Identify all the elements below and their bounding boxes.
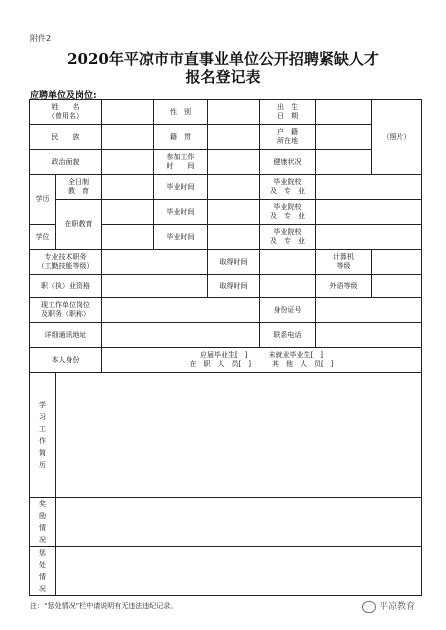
grad-school-label-2: 毕业院校 及 专 业 <box>260 200 316 225</box>
wechat-icon <box>362 601 376 613</box>
fulltime-label: 全日制 教 育 <box>56 175 102 200</box>
degree-label: 学位 <box>30 225 56 250</box>
resume-value[interactable] <box>56 373 422 498</box>
resume-label: 学习工作简历 <box>30 373 56 498</box>
grad-time-label-3: 毕业时间 <box>154 225 208 250</box>
brand-name: 平凉教育 <box>379 602 416 612</box>
political-value[interactable] <box>102 150 154 175</box>
obtain-time-label-1: 取得时间 <box>208 250 260 275</box>
grad-school-value-2[interactable] <box>316 200 422 225</box>
native-value[interactable] <box>208 125 260 150</box>
attachment-label: 附件2 <box>30 34 52 43</box>
ethnicity-label: 民 族 <box>30 125 102 150</box>
current-job-label: 现工作单位岗位 及职务（职称） <box>30 298 102 323</box>
work-time-value[interactable] <box>208 150 260 175</box>
ethnicity-value[interactable] <box>102 125 154 150</box>
political-label: 政治面貌 <box>30 150 102 175</box>
edu-label: 学历 <box>30 175 56 225</box>
registration-form-table <box>29 99 422 596</box>
grad-time-label-2: 毕业时间 <box>154 200 208 225</box>
gender-value[interactable] <box>208 100 260 125</box>
punish-value[interactable] <box>56 547 422 596</box>
foreign-label: 外语等级 <box>316 275 372 298</box>
hukou-label: 户 籍 所在地 <box>260 125 316 150</box>
brand-watermark <box>362 599 415 613</box>
position-label: 应聘单位及岗位: <box>30 91 97 101</box>
form-title: 2020年平凉市市直事业单位公开招聘紧缺人才 <box>67 50 379 68</box>
gender-label: 性 别 <box>154 100 208 125</box>
inservice-label: 在职教育 <box>56 200 102 250</box>
address-label: 详细通讯地址 <box>30 323 102 348</box>
obtain-time-value-1[interactable] <box>260 250 316 275</box>
native-label: 籍 贯 <box>154 125 208 150</box>
grad-time-value-1[interactable] <box>208 175 260 200</box>
health-value[interactable] <box>316 150 372 175</box>
grad-school-label-1: 毕业院校 及 专 业 <box>260 175 316 200</box>
inservice-value-2[interactable] <box>102 225 154 250</box>
computer-value[interactable] <box>372 250 422 275</box>
footer-note: 注：“惩处情况”栏中请说明有无违法违纪记录。 <box>30 602 178 610</box>
title-prof-label: 专业技术职务 （工勤技能等级） <box>30 250 102 275</box>
work-time-label: 参加工作 时 间 <box>154 150 208 175</box>
grad-school-value-1[interactable] <box>316 175 422 200</box>
rewards-value[interactable] <box>56 498 422 547</box>
grad-time-label-1: 毕业时间 <box>154 175 208 200</box>
computer-label: 计算机 等级 <box>316 250 372 275</box>
phone-value[interactable] <box>316 323 422 348</box>
identity-label: 本人身份 <box>30 348 102 373</box>
hukou-value[interactable] <box>316 125 372 150</box>
form-subtitle: 报名登记表 <box>185 68 261 86</box>
foreign-value[interactable] <box>372 275 422 298</box>
current-job-value[interactable] <box>102 298 260 323</box>
rewards-label: 奖励情况 <box>30 498 56 547</box>
grad-school-label-3: 毕业院校 及 专 业 <box>260 225 316 250</box>
birth-value[interactable] <box>316 100 372 125</box>
fulltime-value[interactable] <box>102 175 154 200</box>
id-value[interactable] <box>316 298 422 323</box>
grad-time-value-2[interactable] <box>208 200 260 225</box>
photo-box: （照片） <box>372 100 422 175</box>
birth-label: 出 生 日 期 <box>260 100 316 125</box>
qualification-value[interactable] <box>102 275 208 298</box>
grad-school-value-3[interactable] <box>316 225 422 250</box>
obtain-time-value-2[interactable] <box>260 275 316 298</box>
punish-label: 惩处情况 <box>30 547 56 596</box>
name-value[interactable] <box>102 100 154 125</box>
health-label: 健康状况 <box>260 150 316 175</box>
phone-label: 联系电话 <box>260 323 316 348</box>
inservice-value-1[interactable] <box>102 200 154 225</box>
title-prof-value[interactable] <box>102 250 208 275</box>
grad-time-value-3[interactable] <box>208 225 260 250</box>
obtain-time-label-2: 取得时间 <box>208 275 260 298</box>
qualification-label: 职（执）业资格 <box>30 275 102 298</box>
id-label: 身份证号 <box>260 298 316 323</box>
name-label: 姓 名 （曾用名） <box>30 100 102 125</box>
address-value[interactable] <box>102 323 260 348</box>
identity-options[interactable]: 应届毕业生[ ] 未就业毕业生[ ] 在 职 人 员[ ] 其 他 人 员[ ] <box>102 348 422 373</box>
